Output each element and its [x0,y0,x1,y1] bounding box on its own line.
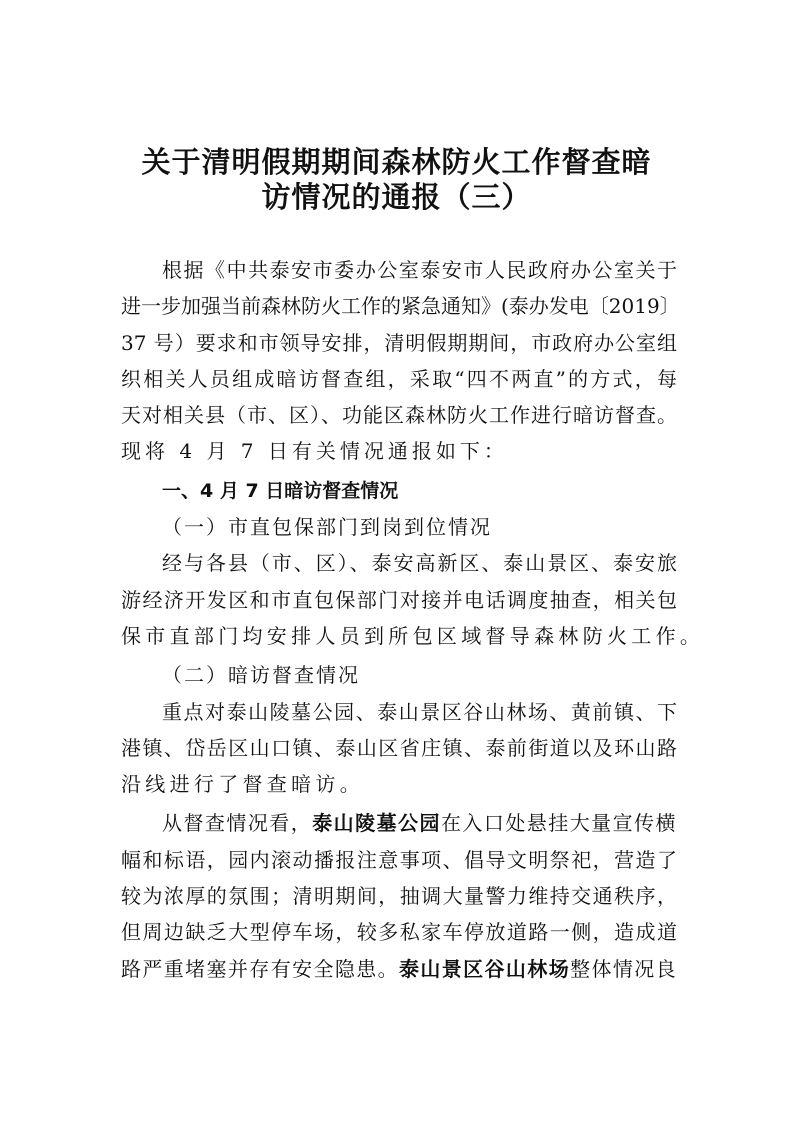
subsection-heading: （二）暗访督查情况 [162,663,360,688]
text-run: 在入口处悬挂大量宣传横 [440,811,678,836]
paragraph-line: 进一步加强当前森林防火工作的紧急通知》(泰办发电〔2019〕 [121,294,680,319]
paragraph-line: 现将 4 月 7 日有关情况通报如下： [121,439,508,464]
paragraph-line: 较为浓厚的氛围；清明期间，抽调大量警力维持交通秩序， [121,884,677,909]
document-body [121,252,705,987]
paragraph-line: 游经济开发区和市直包保部门对接并电话调度抽查，相关包 [121,587,677,612]
subsection-heading: （一）市直包保部门到岗到位情况 [162,515,492,540]
section-heading: 一、4 月 7 日暗访督查情况 [162,479,399,502]
paragraph-line: 但周边缺乏大型停车场，较多私家车停放道路一侧，造成道 [121,920,677,945]
paragraph-line: 保市直部门均安排人员到所包区域督导森林防火工作。 [121,623,705,648]
paragraph-line [121,805,677,841]
paragraph-line: 经与各县（市、区）、泰安高新区、泰山景区、泰安旅 [162,551,677,576]
paragraph-line [121,951,677,987]
paragraph-line: 港镇、岱岳区山口镇、泰山区省庄镇、泰前街道以及环山路 [121,735,677,760]
paragraph-line: 幅和标语，园内滚动播报注意事项、倡导文明祭祀，营造了 [121,847,677,872]
paragraph-line: 重点对泰山陵墓公园、泰山景区谷山林场、黄前镇、下 [162,699,677,724]
document-title-line-2: 访情况的通报（三） [261,180,532,214]
document-title-line-1: 关于清明假期期间森林防火工作督查暗 [141,145,652,179]
paragraph-line: 天对相关县（市、区）、功能区森林防火工作进行暗访督查。 [121,403,677,428]
text-run: 从督查情况看， [162,811,313,836]
bold-location-name: 泰山陵墓公园 [312,811,441,836]
paragraph-line: 沿线进行了督查暗访。 [121,772,364,797]
text-run: 整体情况良 [570,956,678,981]
paragraph-line: 根据《中共泰安市委办公室泰安市人民政府办公室关于 [162,258,677,282]
paragraph-line: 织相关人员组成暗访督查组，采取“四不两直”的方式，每 [121,366,677,391]
bold-location-name: 泰山景区谷山林场 [399,956,571,981]
text-run: 路严重堵塞并存有安全隐患。 [121,956,399,981]
paragraph-line: 37 号）要求和市领导安排，清明假期期间，市政府办公室组 [121,330,677,355]
